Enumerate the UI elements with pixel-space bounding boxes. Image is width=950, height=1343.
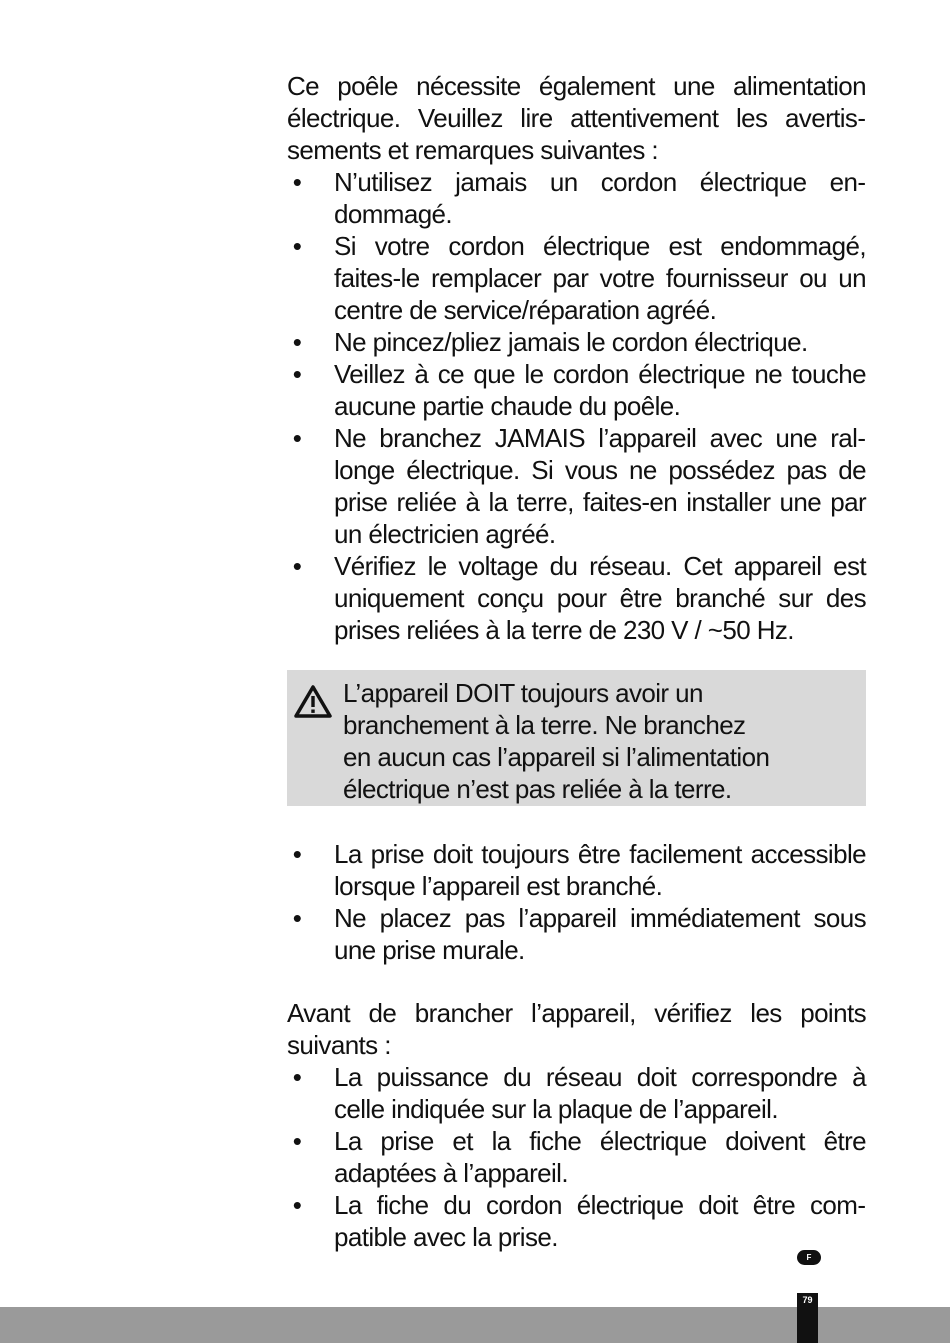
intro-paragraph: Ce poêle nécessite également une alimentation électrique. Veuillez lire attentivement les avertissements et remarques suivantes : [287,71,866,165]
bullet: • [292,839,302,869]
pre-connection-section [287,997,866,1253]
list-item: • N’utilisez jamais un cordon électrique endommagé. [287,166,866,230]
list-item: • Ne placez pas l’appareil immédiatement sous une prise murale. [287,902,866,966]
outlet-list [287,838,866,966]
bullet: • [292,1126,302,1156]
bullet: • [292,167,302,197]
warning-line: branchement à la terre. Ne branchez [343,710,746,740]
warning-triangle-icon [293,684,333,720]
list-item: • La prise et la fiche électrique doivent être adaptées à l’appareil. [287,1125,866,1189]
intro-section [287,70,866,646]
list-item: • Ne branchez JAMAIS l’appareil avec une rallonge électrique. Si vous ne possédez pas de prise reliée à la terre, faites-en installer une par un électricien agréé. [287,422,866,550]
bullet: • [292,231,302,261]
power-cord-list [287,166,866,646]
bullet: • [292,551,302,581]
list-item: • Veillez à ce que le cordon électrique ne touche aucune partie chaude du poêle. [287,358,866,422]
page-number: 79 [797,1293,818,1343]
bullet: • [292,1190,302,1220]
bullet: • [292,423,302,453]
warning-line: électrique n’est pas reliée à la terre. [343,774,732,804]
warning-line: en aucun cas l’appareil si l’alimentation [343,742,770,772]
list-item: • Vérifiez le voltage du réseau. Cet appareil est uniquement conçu pour être branché sur des prises reliées à la terre de 230 V / ~50 Hz. [287,550,866,646]
bullet: • [292,327,302,357]
list-item: • Si votre cordon électrique est endommagé, faites-le remplacer par votre fournisseur ou un centre de service/réparation agréé. [287,230,866,326]
check-paragraph: Avant de brancher l’appareil, vérifiez les points suivants : [287,998,866,1060]
grounding-warning-box [287,670,866,806]
list-item: • La prise doit toujours être facilement accessible lorsque l’appareil est branché. [287,838,866,902]
warning-text [343,677,863,805]
bullet: • [292,1062,302,1092]
bullet: • [292,359,302,389]
list-item: • Ne pincez/pliez jamais le cordon électrique. [287,326,866,358]
list-item: • La puissance du réseau doit correspondre à celle indiquée sur la plaque de l’appareil. [287,1061,866,1125]
warning-line: L’appareil DOIT toujours avoir un [343,678,703,708]
check-list [287,1061,866,1253]
bullet: • [292,903,302,933]
list-item: • La fiche du cordon électrique doit être compatible avec la prise. [287,1189,866,1253]
language-badge: F [797,1250,821,1265]
outlet-section [287,838,866,966]
